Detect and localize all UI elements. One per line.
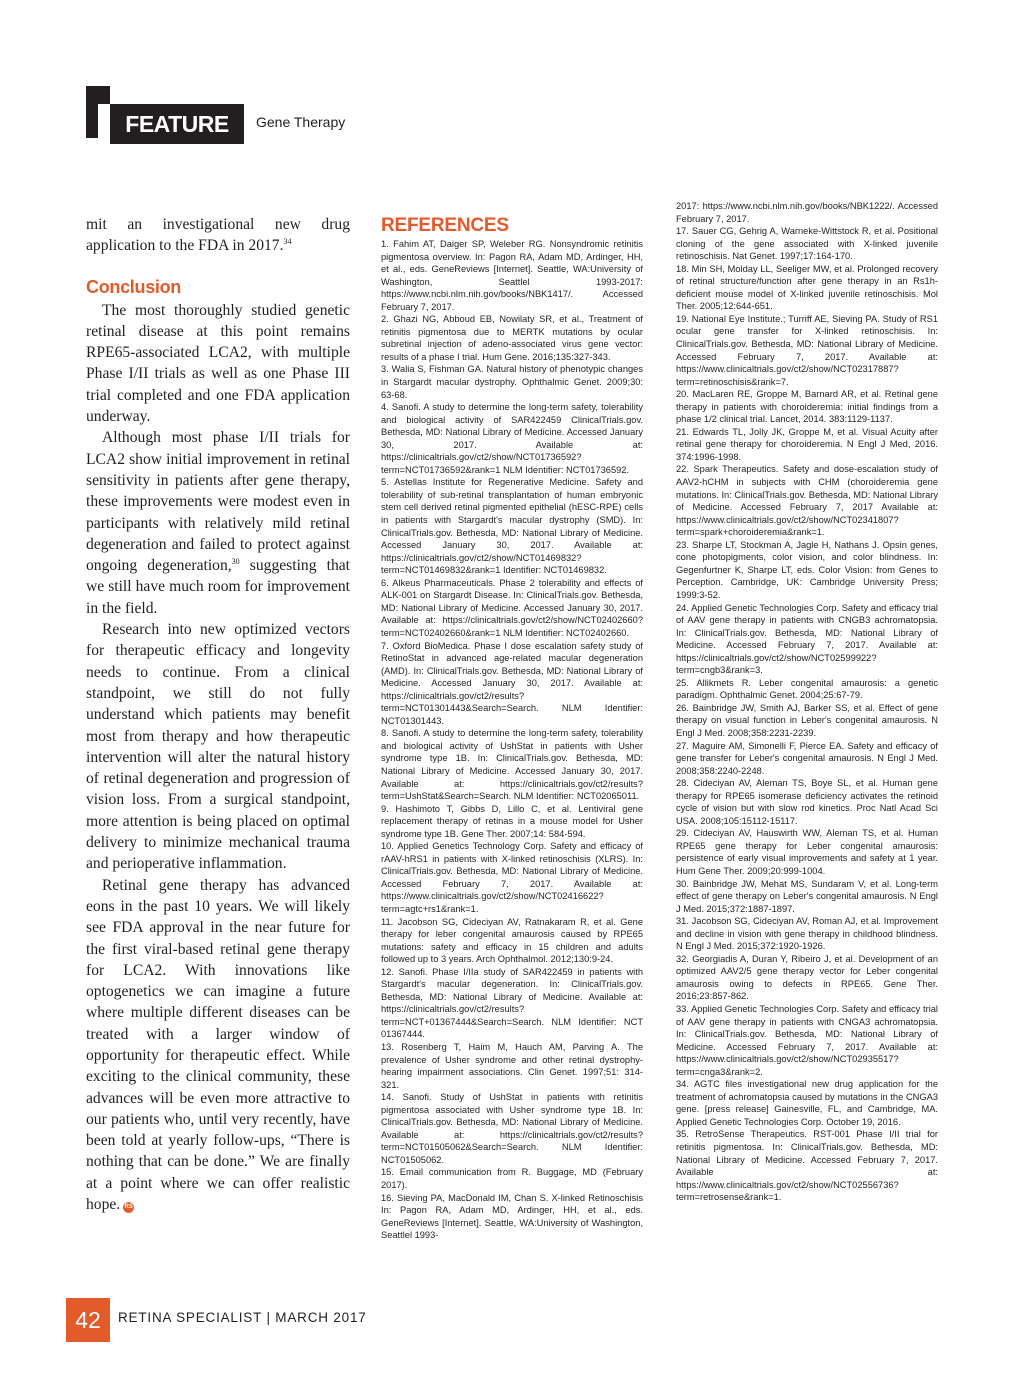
- reference-item: 31. Jacobson SG, Cideciyan AV, Roman AJ, et al. Improvement and decline in vision with gene therapy in childhood blindness. N Engl J Med. 2015;372:1920-1926.: [676, 916, 938, 952]
- references-heading: REFERENCES: [381, 215, 509, 236]
- body-paragraph: [86, 875, 350, 1216]
- reference-item: 33. Applied Genetic Technologies Corp. Safety and efficacy trial of AAV gene therapy in patients with CNGA3 achromatopsia. In: ClinicalTrials.gov. Bethesda, MD: National Library of Medicine. Accessed February 7, 2017. Available at: https://www.clinicaltrials.gov/ct2/show/NCT02935517?term=cnga3&rank=2.: [676, 1004, 938, 1077]
- body-paragraph: [86, 214, 350, 257]
- reference-item: 10. Applied Genetics Technology Corp. Safety and efficacy of rAAV-hRS1 in patients with X-linked retinoschisis (XLRS). In: ClinicalTrials.gov. Bethesda, MD: National Library of Medicine. Accessed February 7, 2017. Available at: https://www.clinicaltrials.gov/ct2/show/NCT02416622?term=agtc+rs1&rank=1.: [381, 841, 643, 914]
- paragraph-text: Although most phase I/II trials for LCA2 show initial improvement in retinal sensitivity in patients after gene therapy, these improvements were modest even in participants with relatively mild retinal degeneration and failed to protect against ongoing degeneration,: [86, 429, 350, 575]
- page-number: 42: [66, 1298, 110, 1342]
- reference-item: 12. Sanofi. Phase I/IIa study of SAR422459 in patients with Stargardt's macular degeneration. In: ClinicalTrials.gov. Bethesda, MD: National Library of Medicine. Available at: https://clinicaltrials.gov/ct2/results?term=NCT+01367444&Search=Search. NLM Identifier: NCT 01367444.: [381, 966, 643, 1040]
- section-label: FEATURE: [110, 104, 244, 144]
- reference-item: 8. Sanofi. A study to determine the long-term safety, tolerability and biological activity of UshStat in patients with Usher syndrome type 1B. In: ClinicalTrials.gov. Bethesda, MD: National Library of Medicine. Accessed January 30, 2017. Available at: https://clinicaltrials.gov/ct2/results?term=UshStat&Search=Search. NLM Identifier: NCT02065011.: [381, 728, 643, 802]
- citation-superscript: 34: [283, 237, 292, 247]
- paragraph-text: Retinal gene therapy has advanced eons in the past 10 years. We will likely see FDA approval in the near future for the first viral-based retinal gene therapy for LCA2. With innovations like optogenetics we can imagine a future where multiple different diseases can be treated with a larger window of opportunity for therapeutic effect. While exciting to the clinical community, these advances will be even more attractive to our patients who, until very recently, have been told at yearly follow-ups, “There is nothing that can be done.” We are finally at a point where we can offer realistic hope.: [86, 876, 350, 1214]
- body-paragraph: The most thoroughly studied genetic retinal disease at this point remains RPE65-associated LCA2, with multiple Phase I/II trials as well as one Phase III trial completed and one FDA application underway.: [86, 301, 350, 426]
- reference-item: 16. Sieving PA, MacDonald IM, Chan S. X-linked Retinoschisis In: Pagon RA, Adam MD, Ardinger, HH, et al., eds. GeneReviews [Internet]. Seattle, WA:University of Washington, Seattlel 1993-: [381, 1192, 643, 1241]
- references-column-1: [381, 216, 643, 1242]
- body-paragraph: Research into new optimized vectors for therapeutic efficacy and longevity needs to continue. From a clinical standpoint, we still do not fully understand which patients may benefit most from therapy and how therapeutic intervention will alter the natural history of retinal degeneration and progression of vision loss. From a surgical standpoint, more attention is being placed on optimal delivery to minimize mechanical trauma and perioperative inflammation.: [86, 621, 350, 873]
- references-column-2: [676, 200, 938, 1204]
- header-corner-bar: [86, 86, 98, 138]
- reference-item: 20. MacLaren RE, Groppe M, Barnard AR, et al. Retinal gene therapy in patients with choroideremia: initial findings from a phase 1/2 clinical trial. Lancet, 2014. 383:1129-1137.: [676, 389, 938, 425]
- reference-item: 24. Applied Genetic Technologies Corp. Safety and efficacy trial of AAV gene therapy in patients with CNGB3 achromatopsia. In: ClinicalTrials.gov. Bethesda, MD: National Library of Medicine. Accessed February 7, 2017. Available at: https://clinicaltrials.gov/ct2/show/NCT02599922?term=cngb3&rank=3.: [676, 602, 938, 676]
- paragraph-text: suggesting that we still have much room for improvement in the field.: [86, 557, 350, 617]
- paragraph-text: mit an investigational new drug application to the FDA in 2017.: [86, 216, 350, 255]
- reference-item: 35. RetroSense Therapeutics. RST-001 Phase I/II trial for retinitis pigmentosa. In: ClinicalTrials.gov. Bethesda, MD: National Library of Medicine. Accessed February 7, 2017. Available at: https://www.clinicaltrials.gov/ct2/show/NCT02556736?term=retrosense&rank=1.: [676, 1129, 938, 1203]
- reference-item: 17. Sauer CG, Gehrig A, Warneke-Wittstock R, et al. Positional cloning of the gene associated with X-linked juvenile retinoschisis. Nat Genet. 1997;17:164-170.: [676, 226, 938, 262]
- article-body: [86, 214, 350, 1215]
- reference-item: 27. Maguire AM, Simonelli F, Pierce EA. Safety and efficacy of gene transfer for Leber's congenital amaurosis. N Engl J Med. 2008;358:2240-2248.: [676, 740, 938, 776]
- reference-item: 6. Alkeus Pharmaceuticals. Phase 2 tolerability and effects of ALK-001 on Stargardt Disease. In: ClinicalTrials.gov. Bethesda, MD: National Library of Medicine. Accessed January 30, 2017. Available at: https://clinicaltrials.gov/ct2/show/NCT02402660?term=NCT02402660&rank=1 NLM Identifier: NCT02402660.: [381, 577, 643, 638]
- reference-item: 13. Rosenberg T, Haim M, Hauch AM, Parving A. The prevalence of Usher syndrome and other retinal dystrophy-hearing impairment associations. Clin Genet. 1997;51: 314-321.: [381, 1042, 643, 1090]
- reference-item: 15. Email communication from R. Buggage, MD (February 2017).: [381, 1167, 643, 1191]
- reference-item: 28. Cideciyan AV, Aleman TS, Boye SL, et al. Human gene therapy for RPE65 isomerase deficiency activates the retinoid cycle of vision but with slow rod kinetics. Proc Natl Acad Sci USA. 2008;105:15112-15117.: [676, 778, 938, 826]
- reference-item: 11. Jacobson SG, Cideciyan AV, Ratnakaram R, et al. Gene therapy for leber congenital amaurosis caused by RPE65 mutations: safety and efficacy in 15 children and adults followed up to 3 years. Arch Ophthalmol. 2012;130:9-24.: [381, 916, 643, 965]
- reference-item: 26. Bainbridge JW, Smith AJ, Barker SS, et al. Effect of gene therapy on visual function in Leber's congenital amaurosis. N Engl J Med. 2008;358:2231-2239.: [676, 702, 938, 738]
- reference-item: 2. Ghazi NG, Abboud EB, Nowilaty SR, et al., Treatment of retinitis pigmentosa due to MERTK mutations by ocular subretinal injection of adeno-associated virus gene vector: results of a phase I trial. Hum Gene. 2016;135:327-343.: [381, 314, 643, 362]
- reference-item: 9. Hashimoto T, Gibbs D, Lillo C, et al. Lentiviral gene replacement therapy of retinas in a mouse model for Usher syndrome type 1B. Gene Ther. 2007;14: 584-594.: [381, 803, 643, 839]
- reference-item: 19. National Eye Institute.; Turriff AE, Sieving PA. Study of RS1 ocular gene transfer for X-linked retinoschisis. In: ClinicalTrials.gov. Bethesda, MD: National Library of Medicine. Accessed February 7, 2017. Available at: https://www.clinicaltrials.gov/ct2/show/NCT02317887?term=retinoschisis&rank=7.: [676, 313, 938, 387]
- reference-item: 7. Oxford BioMedica. Phase I dose escalation safety study of RetinoStat in advanced age-related macular degeneration (AMD). In: ClinicalTrials.gov. Bethesda, MD: National Library of Medicine. Accessed January 30, 2017. Available at: https://clinicaltrials.gov/ct2/results?term=NCT01301443&Search=Search. NLM Identifier: NCT01301443.: [381, 640, 643, 726]
- publication-footer: RETINA SPECIALIST | MARCH 2017: [118, 1310, 367, 1325]
- body-paragraph: [86, 427, 350, 619]
- reference-item: 18. Min SH, Molday LL, Seeliger MW, et al. Prolonged recovery of retinal structure/function after gene therapy in an Rs1h-deficient mouse model of X-linked juvenile retinoschisis. Mol Ther. 2005;12:644-651.: [676, 263, 938, 312]
- reference-item: 29. Cideciyan AV, Hauswirth WW, Aleman TS, et al. Human RPE65 gene therapy for Leber congenital amaurosis: persistence of early visual improvements and safety at 1 year. Hum Gene Ther. 2009;20:999-1004.: [676, 828, 938, 876]
- reference-item: 2017: https://www.ncbi.nlm.nih.gov/books/NBK1222/. Accessed February 7, 2017.: [676, 201, 938, 224]
- reference-item: 32. Georgiadis A, Duran Y, Ribeiro J, et al. Development of an optimized AAV2/5 gene therapy vector for Leber congenital amaurosis owing to defects in RPE65. Gene Ther. 2016;23:857-862.: [676, 953, 938, 1002]
- conclusion-heading: Conclusion: [86, 276, 181, 297]
- topic-label: Gene Therapy: [256, 114, 346, 130]
- end-of-article-icon: RS: [123, 1202, 134, 1213]
- reference-item: 5. Astellas Institute for Regenerative Medicine. Safety and tolerability of sub-retinal transplantation of human embryonic stem cell derived retinal pigmented epithelial (hESC-RPE) cells in patients with Stargardt's macular dystrophy (SMD). In: ClinicalTrials.gov. Bethesda, MD: National Library of Medicine. Accessed January 30, 2017. Available at: https://clinicaltrials.gov/ct2/show/NCT01469832?term=NCT01469832&rank=1 Identifier: NCT01469832.: [381, 477, 643, 576]
- reference-item: 1. Fahim AT, Daiger SP, Weleber RG. Nonsyndromic retinitis pigmentosa overview. In: Pagon RA, Adam MD, Ardinger, HH, et al., eds. GeneReviews [Internet]. Seattle, WA:University of Washington, Seattlel 1993-2017: https://www.ncbi.nlm.nih.gov/books/NBK1417/. Accessed February 7, 2017.: [381, 239, 643, 312]
- reference-item: 3. Walia S, Fishman GA. Natural history of phenotypic changes in Stargardt macular dystrophy. Ophthalmic Genet. 2009;30: 63-68.: [381, 364, 643, 400]
- citation-superscript: 30: [231, 557, 240, 567]
- reference-item: 14. Sanofi. Study of UshStat in patients with retinitis pigmentosa associated with Usher syndrome type 1B. In: ClinicalTrials.gov. Bethesda, MD: National Library of Medicine. Available at: https://clinicaltrials.gov/ct2/results?term=NCT01505062&Search=Search. NLM Identifier: NCT01505062.: [381, 1092, 643, 1165]
- reference-list: [676, 200, 938, 1204]
- reference-item: 22. Spark Therapeutics. Safety and dose-escalation study of AAV2-hCHM in subjects with CHM (choroideremia gene mutations. In: ClinicalTrials.gov. Bethesda, MD: National Library of Medicine. Accessed February 7, 2017 Available at: https://www.clinicaltrials.gov/ct2/show/NCT02341807?term=spark+choroideremia&rank=1.: [676, 464, 938, 538]
- reference-item: 25. Allikmets R. Leber congenital amaurosis: a genetic paradigm. Ophthalmic Genet. 2004;25:67-79.: [676, 677, 938, 701]
- reference-item: 23. Sharpe LT, Stockman A, Jagle H, Nathans J. Opsin genes, cone photopigments, color vision, and color blindness. In: Gegenfurtner K, Sharpe LT, eds. Color Vision: from Genes to Perception. Cambridge, UK: Cambridge University Press; 1999:3-52.: [676, 539, 938, 600]
- reference-item: 34. AGTC files investigational new drug application for the treatment of achromatopsia caused by mutations in the CNGA3 gene. [press release] Gainesville, FL, and Cambridge, MA. Applied Genetic Technologies Corp. October 19, 2016.: [676, 1079, 938, 1127]
- reference-item: 30. Bainbridge JW, Mehat MS, Sundaram V, et al. Long-term effect of gene therapy on Leber's congenital amaurosis. N Engl J Med. 2015;372:1887-1897.: [676, 878, 938, 914]
- reference-item: 4. Sanofi. A study to determine the long-term safety, tolerability and biological activity of SAR422459 ClinicalTrials.gov. Bethesda, MD: National Library of Medicine. Accessed January 30, 2017. Available at: https://clinicaltrials.gov/ct2/show/NCT01736592?term=NCT01736592&rank=1 NLM Identifier: NCT01736592.: [381, 402, 643, 475]
- reference-list: [381, 238, 643, 1242]
- reference-item: 21. Edwards TL, Jolly JK, Groppe M, et al. Visual Acuity after retinal gene therapy for choroideremia. N Engl J Med, 2016. 374:1996-1998.: [676, 426, 938, 462]
